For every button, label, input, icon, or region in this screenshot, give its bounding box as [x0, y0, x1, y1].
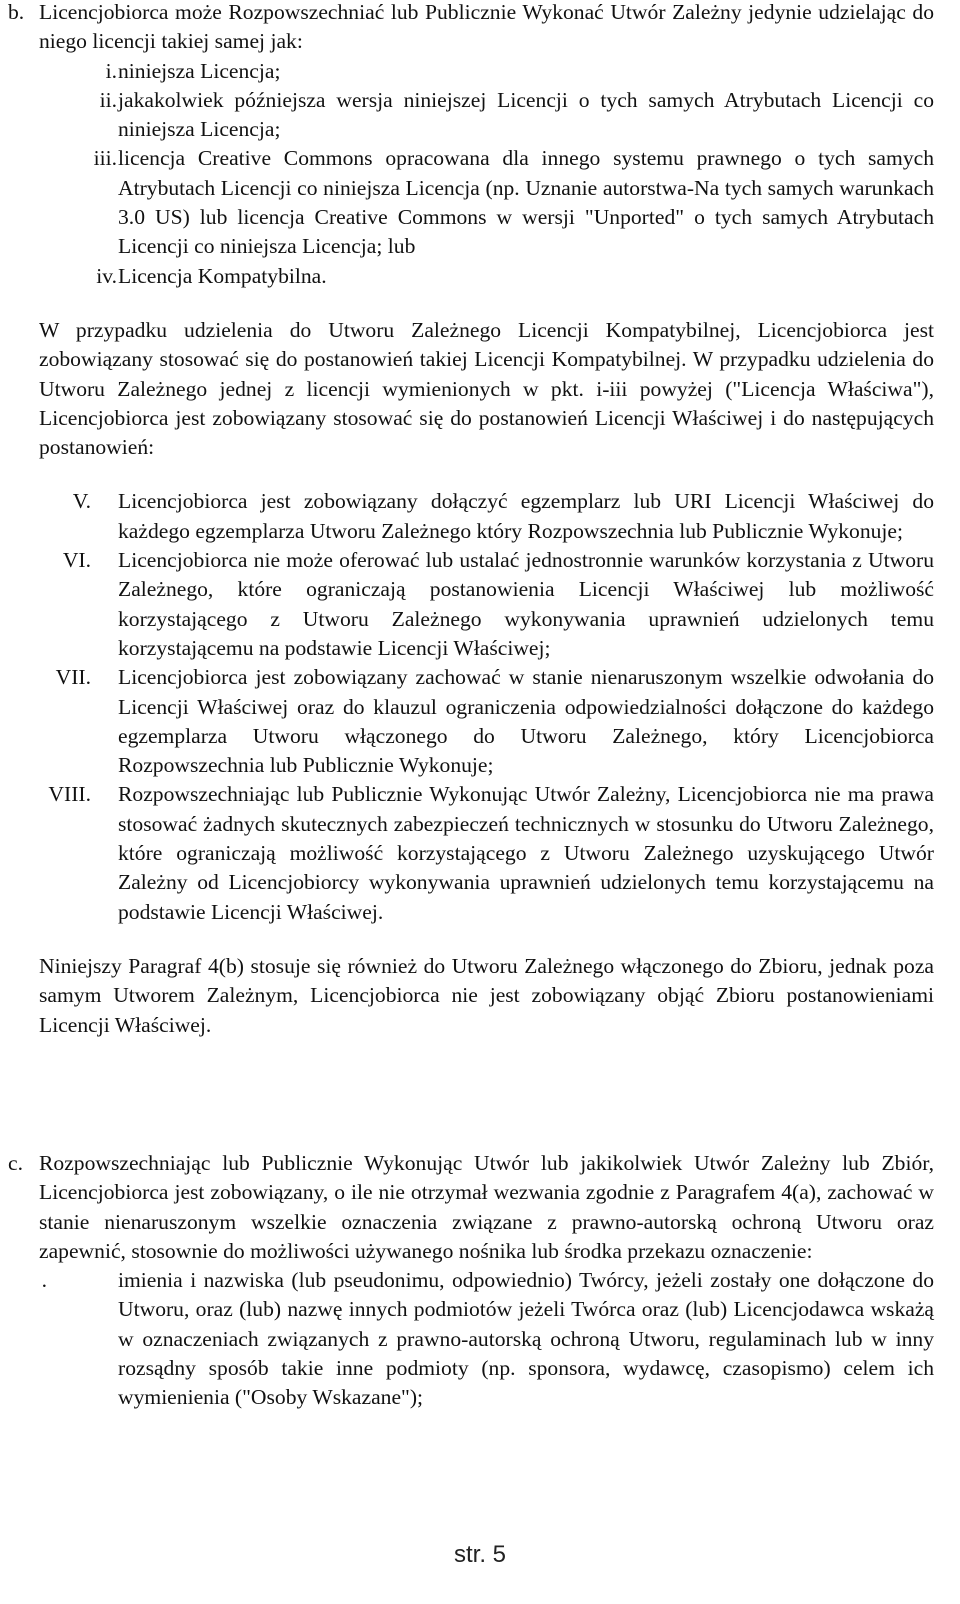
list-item	[0, 86, 960, 145]
list-item	[0, 663, 960, 780]
page-number: str. 5	[453, 1541, 507, 1568]
section-c-label: c.	[8, 1151, 23, 1175]
section-b-intro	[0, 0, 960, 57]
list-item-text: Licencjobiorca jest zobowiązany zachować w stanie nienaruszonym wszelkie odwołania do Licencji Właściwej oraz do klauzul ograniczenia odpowiedzialności dołączone do każdego egzemplarza Utworu włączonego do Utworu Zależnego, który Licencjobiorca Rozpowszechnia lub Publicznie Wykonuje;	[118, 665, 934, 778]
list-item	[0, 262, 960, 291]
list-item-label: iii.	[93, 146, 117, 171]
list-item-label: ii.	[99, 87, 117, 112]
list-item	[0, 780, 960, 926]
list-item	[0, 57, 960, 86]
section-b-label: b.	[8, 0, 25, 24]
list-item-text: imienia i nazwiska (lub pseudonimu, odpowiednio) Twórcy, jeżeli zostały one dołączone do Utworu, oraz (lub) nazwę innych podmiotów jeżeli Twórca oraz (lub) Licencjodawca wskażą w oznaczeniach związanych z prawno-autorską ochroną Utworu, regulaminach lub w inny rozsądny sposób takie inne podmioty (np. sponsora, wydawcę, czasopismo) celem ich wymienienia ("Osoby Wskazane");	[118, 1268, 934, 1410]
list-item	[0, 487, 960, 546]
section-c	[0, 1149, 960, 1413]
list-item-label: i.	[105, 58, 117, 83]
list-item-label: .	[41, 1268, 47, 1293]
section-c-text: Rozpowszechniając lub Publicznie Wykonując Utwór lub jakikolwiek Utwór Zależny lub Zbiór, Licencjobiorca jest zobowiązany, o ile nie otrzymał wezwania zgodnie z Paragrafem 4(a), zachować w stanie nienaruszonym wszelkie oznaczenia związane z prawno-autorską ochroną Utworu oraz zapewnić, stosownie do możliwości używanego nośnika lub środka przekazu oznaczenie:	[39, 1151, 934, 1263]
list-item-text: Licencjobiorca nie może oferować lub ustalać jednostronnie warunków korzystania z Utworu Zależnego, które ograniczają postanowienia Licencji Właściwej lub możliwość korzystającego z Utworu Zależnego wykonywania uprawnień udzielonych temu korzystającemu na podstawie Licencji Właściwej;	[118, 548, 934, 660]
list-item-text: jakakolwiek późniejsza wersja niniejszej Licencji o tych samych Atrybutach Licencji co niniejsza Licencja;	[118, 87, 934, 142]
roman-list	[0, 487, 960, 926]
list-item	[0, 546, 960, 663]
section-b-closing: Niniejszy Paragraf 4(b) stosuje się również do Utworu Zależnego włączonego do Zbioru, jednak poza samym Utworem Zależnym, Licencjobiorca nie jest zobowiązany objąć Zbioru postanowieniami Licencji Właściwej.	[39, 953, 934, 1037]
section-b-paragraph: W przypadku udzielenia do Utworu Zależnego Licencji Kompatybilnej, Licencjobiorca jest zobowiązany stosować się do postanowień takiej Licencji Kompatybilnej. W przypadku udzielenia do Utworu Zależnego jednej z licencji wymienionych w pkt. i-iii powyżej ("Licencja Właściwa"), Licencjobiorca jest zobowiązany stosować się do postanowień Licencji Właściwej i do następujących postanowień:	[39, 317, 934, 460]
list-item-label: VI.	[62, 548, 91, 573]
list-item-text: Licencjobiorca jest zobowiązany dołączyć egzemplarz lub URI Licencji Właściwej do każdego egzemplarza Utworu Zależnego który Rozpowszechnia lub Publicznie Wykonuje;	[118, 489, 934, 543]
list-item-text: licencja Creative Commons opracowana dla innego systemu prawnego o tych samych Atrybutach Licencji co niniejsza Licencja (np. Uznanie autorstwa-Na tych samych warunkach 3.0 US) lub licencja Creative Commons w wersji "Unported" o tych samych Atrybutach Licencji co niniejsza Licencja; lub	[118, 146, 934, 259]
list-item-text: niniejsza Licencja;	[118, 58, 281, 83]
list-item-label: iv.	[96, 263, 117, 288]
list-item	[0, 1266, 960, 1412]
list-item-label: VII.	[55, 665, 91, 690]
list-item-label: V.	[72, 489, 91, 514]
list-item-text: Licencja Kompatybilna.	[118, 263, 327, 288]
section-b-text: Licencjobiorca może Rozpowszechniać lub Publicznie Wykonać Utwór Zależny jedynie udzielając do niego licencji takiej samej jak:	[39, 0, 934, 54]
list-item-label: VIII.	[48, 782, 91, 807]
list-item-text: Rozpowszechniając lub Publicznie Wykonując Utwór Zależny, Licencjobiorca nie ma prawa stosować żadnych skutecznych zabezpieczeń technicznych w stosunku do Utworu Zależnego, które ograniczają możliwość korzystającego z Utworu Zależnego uzyskującego Utwór Zależny od Licencjobiorcy wykonywania uprawnień udzielonych temu korzystającemu na podstawie Licencji Właściwej.	[118, 782, 934, 924]
list-item	[0, 144, 960, 261]
section-c-intro	[0, 1149, 960, 1266]
